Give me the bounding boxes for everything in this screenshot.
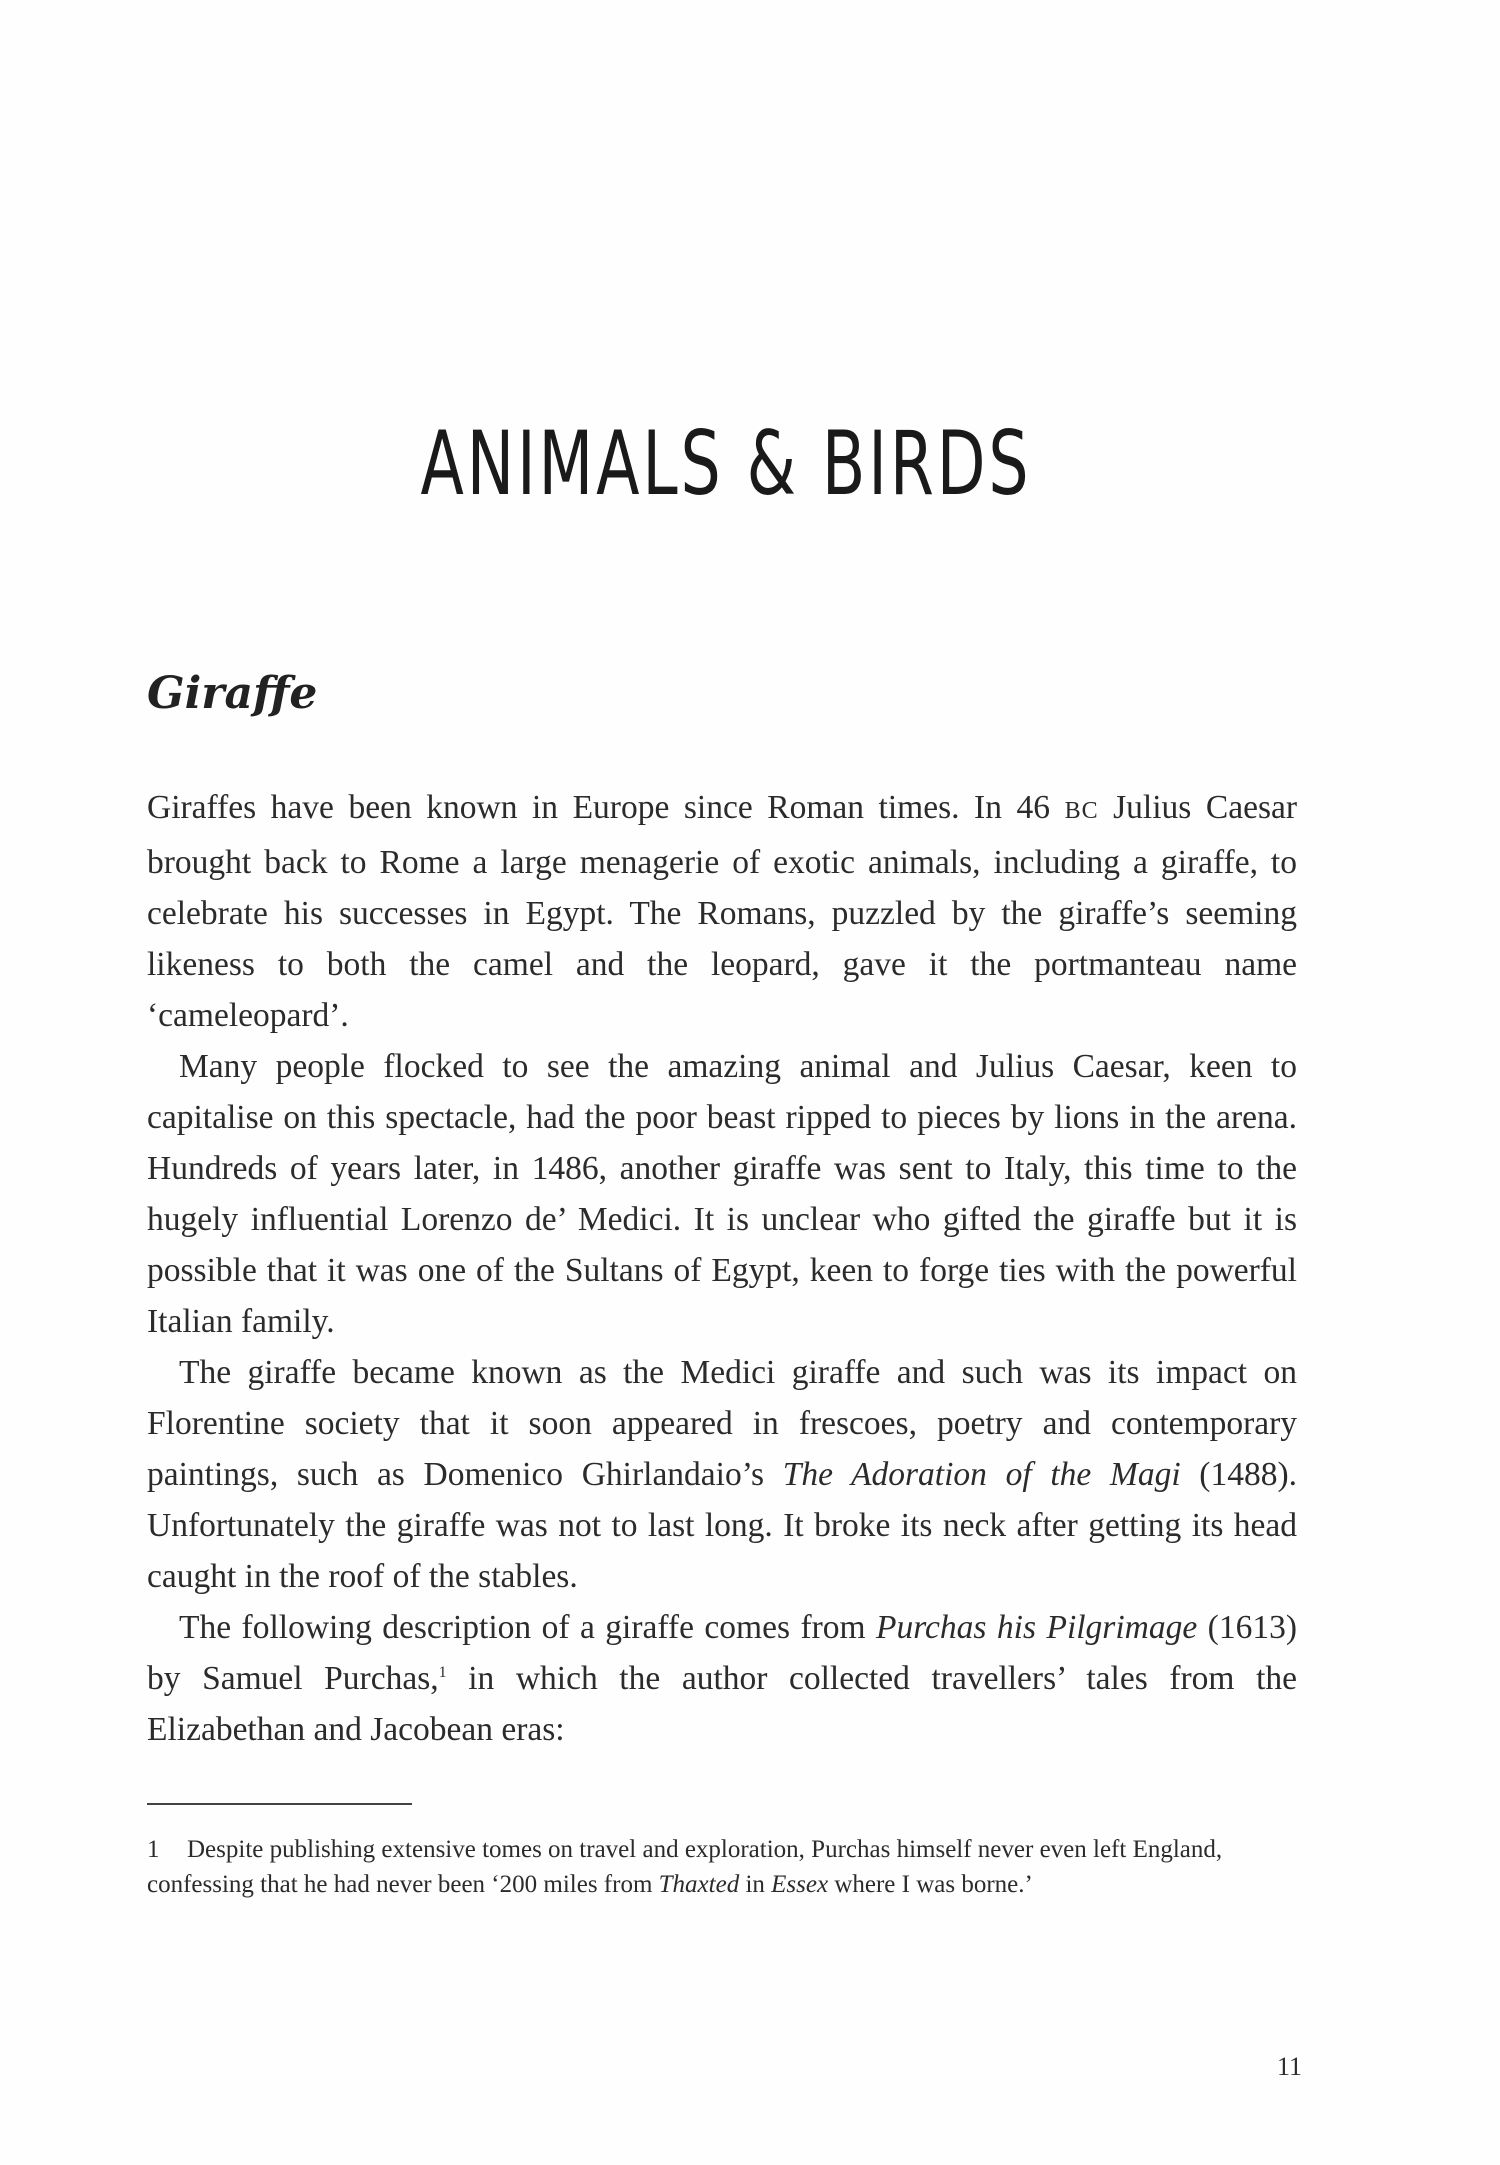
footnote-place-1: Thaxted: [658, 1871, 740, 1898]
era-abbreviation: BC: [1064, 798, 1099, 824]
paragraph-3-text-a: The giraffe became known as the Medici giraffe and such was its impact on Florentine society that it soon appeared in frescoes, poetry and contemporary paintings, such as Domenico Ghirlandaio’s: [147, 1354, 1297, 1493]
page-number: 11: [1276, 2052, 1302, 2081]
paragraph-1: [147, 782, 1297, 1041]
footnote-text-a: Despite publishing extensive tomes on travel and exploration, Purchas himself never even left England, confessing that he had never been ‘200 miles from: [147, 1836, 1223, 1898]
paragraph-1-text-b: Julius Caesar brought back to Rome a large menagerie of exotic animals, including a giraffe, to celebrate his successes in Egypt. The Romans, puzzled by the giraffe’s seeming likeness to both the camel and the leopard, gave it the portmanteau name ‘cameleopard’.: [147, 789, 1297, 1034]
painting-title: The Adoration of the Magi: [782, 1456, 1181, 1493]
footnote-number: 1: [147, 1836, 160, 1863]
footnote-divider: [147, 1803, 412, 1805]
book-title: Purchas his Pilgrimage: [876, 1609, 1198, 1646]
body-text: [147, 782, 1297, 1755]
paragraph-4-text-b: (1613) by Samuel Purchas,: [147, 1609, 1297, 1697]
paragraph-1-text-a: Giraffes have been known in Europe since Roman times. In 46: [147, 789, 1065, 826]
paragraph-3-text-b: (1488). Unfortunately the giraffe was not to last long. It broke its neck after getting its head caught in the roof of the stables.: [147, 1456, 1297, 1595]
footnote-place-2: Essex: [771, 1871, 829, 1898]
chapter-title: ANIMALS & BIRDS: [420, 412, 1032, 515]
paragraph-4-text-c: in which the author collected travellers’ tales from the Elizabethan and Jacobean eras:: [147, 1660, 1297, 1748]
footnote: [147, 1832, 1267, 1902]
section-heading: Giraffe: [147, 668, 318, 719]
paragraph-4-text-a: The following description of a giraffe comes from: [179, 1609, 877, 1646]
footnote-reference[interactable]: 1: [438, 1663, 447, 1681]
paragraph-2: Many people flocked to see the amazing animal and Julius Caesar, keen to capitalise on this spectacle, had the poor beast ripped to pieces by lions in the arena. Hundreds of years later, in 1486, another giraffe was sent to Italy, this time to the hugely influential Lorenzo de’ Medici. It is unclear who gifted the giraffe but it is possible that it was one of the Sultans of Egypt, keen to forge ties with the powerful Italian family.: [147, 1048, 1297, 1340]
paragraph-3: [147, 1347, 1297, 1602]
footnote-text-c: where I was borne.’: [828, 1871, 1033, 1898]
paragraph-4: [147, 1602, 1297, 1755]
footnote-text-b: in: [739, 1871, 772, 1898]
